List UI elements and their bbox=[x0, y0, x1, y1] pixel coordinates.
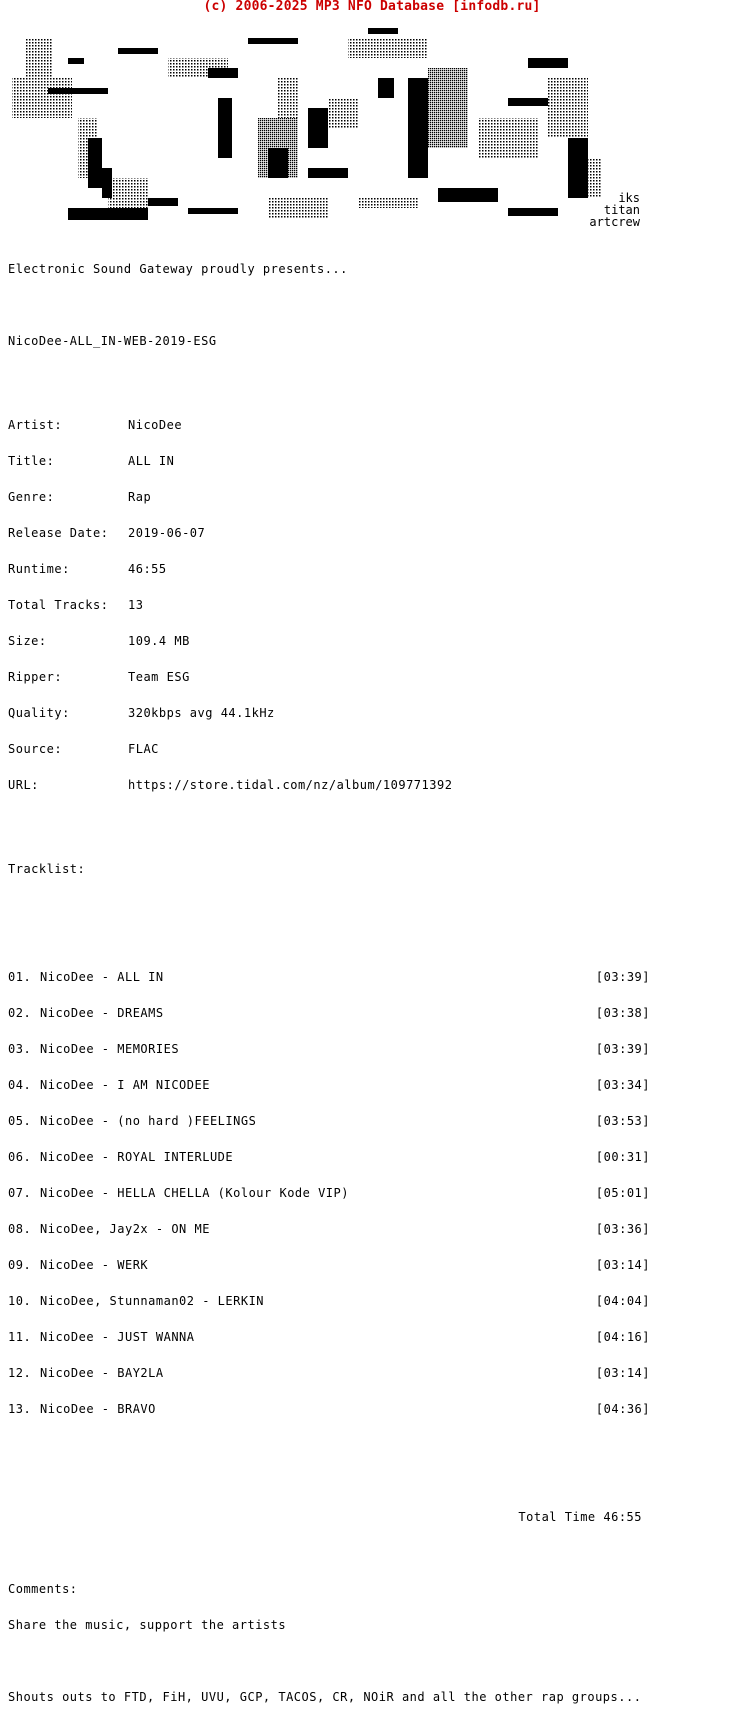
info-row-artist bbox=[8, 419, 650, 431]
track-row bbox=[8, 1115, 650, 1127]
info-row-size bbox=[8, 635, 650, 647]
track-row bbox=[8, 1403, 650, 1415]
comments-heading: Comments: bbox=[8, 1582, 78, 1596]
track-row bbox=[8, 1079, 650, 1091]
info-value: 109.4 MB bbox=[128, 634, 190, 648]
info-row-genre bbox=[8, 491, 650, 503]
info-value: 2019-06-07 bbox=[128, 526, 206, 540]
release-name: NicoDee-ALL_IN-WEB-2019-ESG bbox=[8, 334, 217, 348]
track-duration: [ 04:36 ] bbox=[596, 1403, 650, 1415]
track-number: 11. bbox=[8, 1330, 32, 1344]
tracklist bbox=[8, 947, 650, 1439]
track-number: 03. bbox=[8, 1042, 32, 1056]
track-duration: [ 03:39 ] bbox=[596, 1043, 650, 1055]
track-row bbox=[8, 1331, 650, 1343]
track-row bbox=[8, 1295, 650, 1307]
track-title: NicoDee - WERK bbox=[40, 1258, 149, 1272]
track-title: NicoDee, Jay2x - ON ME bbox=[40, 1222, 210, 1236]
info-row-title bbox=[8, 455, 650, 467]
track-number: 09. bbox=[8, 1258, 32, 1272]
credit-line: iks bbox=[618, 191, 640, 205]
track-duration: [ 03:39 ] bbox=[596, 971, 650, 983]
logo-letter-s bbox=[168, 38, 358, 218]
track-duration: [ 03:36 ] bbox=[596, 1223, 650, 1235]
track-duration: [ 03:34 ] bbox=[596, 1079, 650, 1091]
info-value: FLAC bbox=[128, 742, 159, 756]
info-key: Total Tracks: bbox=[8, 598, 109, 612]
track-row bbox=[8, 1043, 650, 1055]
track-duration: [ 04:04 ] bbox=[596, 1295, 650, 1307]
info-value: Rap bbox=[128, 490, 152, 504]
track-title: NicoDee - JUST WANNA bbox=[40, 1330, 195, 1344]
track-number: 12. bbox=[8, 1366, 32, 1380]
tracklist-heading: Tracklist: bbox=[8, 862, 86, 876]
info-key: Quality: bbox=[8, 706, 70, 720]
copyright-header-link[interactable]: (c) 2006-2025 MP3 NFO Database [infodb.ru] bbox=[203, 0, 541, 14]
info-key: Artist: bbox=[8, 418, 63, 432]
store-url-link[interactable]: https://store.tidal.com/nz/album/109771392 bbox=[128, 778, 453, 792]
total-time: Total Time 46:55 bbox=[518, 1510, 642, 1524]
info-key: Genre: bbox=[8, 490, 55, 504]
logo-letter-g bbox=[348, 28, 602, 216]
track-row bbox=[8, 1367, 650, 1379]
track-row bbox=[8, 1223, 650, 1235]
logo-credits bbox=[589, 192, 640, 228]
info-key: Release Date: bbox=[8, 526, 109, 540]
track-number: 13. bbox=[8, 1402, 32, 1416]
track-title: NicoDee - HELLA CHELLA (Kolour Kode VIP) bbox=[40, 1186, 349, 1200]
track-duration: [ 05:01 ] bbox=[596, 1187, 650, 1199]
info-row-ripper bbox=[8, 671, 650, 683]
track-number: 06. bbox=[8, 1150, 32, 1164]
track-duration: [ 00:31 ] bbox=[596, 1151, 650, 1163]
track-number: 10. bbox=[8, 1294, 32, 1308]
info-key: Source: bbox=[8, 742, 63, 756]
track-number: 01. bbox=[8, 970, 32, 984]
info-key: Title: bbox=[8, 454, 55, 468]
track-title: NicoDee, Stunnaman02 - LERKIN bbox=[40, 1294, 265, 1308]
intro-line: Electronic Sound Gateway proudly presents... bbox=[8, 262, 348, 276]
track-title: NicoDee - BAY2LA bbox=[40, 1366, 164, 1380]
track-row bbox=[8, 971, 650, 983]
track-title: NicoDee - ROYAL INTERLUDE bbox=[40, 1150, 234, 1164]
info-row-quality bbox=[8, 707, 650, 719]
credit-line: artcrew bbox=[589, 215, 640, 229]
info-key: Size: bbox=[8, 634, 47, 648]
track-duration: [ 03:14 ] bbox=[596, 1259, 650, 1271]
track-row bbox=[8, 1007, 650, 1019]
info-row-url bbox=[8, 779, 650, 791]
track-row bbox=[8, 1151, 650, 1163]
track-duration: [ 04:16 ] bbox=[596, 1331, 650, 1343]
track-title: NicoDee - (no hard )FEELINGS bbox=[40, 1114, 257, 1128]
info-value: 320kbps avg 44.1kHz bbox=[128, 706, 275, 720]
track-title: NicoDee - BRAVO bbox=[40, 1402, 156, 1416]
track-row bbox=[8, 1259, 650, 1271]
info-key: Ripper: bbox=[8, 670, 63, 684]
info-row-source bbox=[8, 743, 650, 755]
track-number: 05. bbox=[8, 1114, 32, 1128]
track-number: 02. bbox=[8, 1006, 32, 1020]
esg-ascii-logo bbox=[8, 18, 608, 230]
track-number: 04. bbox=[8, 1078, 32, 1092]
info-value: 13 bbox=[128, 598, 144, 612]
nfo-text-body bbox=[8, 239, 650, 1715]
info-value: ALL IN bbox=[128, 454, 175, 468]
info-value: 46:55 bbox=[128, 562, 167, 576]
track-number: 08. bbox=[8, 1222, 32, 1236]
track-title: NicoDee - I AM NICODEE bbox=[40, 1078, 210, 1092]
credit-line: titan bbox=[603, 203, 640, 217]
comments-text: Share the music, support the artists bbox=[8, 1618, 287, 1632]
track-duration: [ 03:38 ] bbox=[596, 1007, 650, 1019]
info-value: NicoDee bbox=[128, 418, 183, 432]
track-row bbox=[8, 1187, 650, 1199]
info-row-runtime bbox=[8, 563, 650, 575]
info-key: Runtime: bbox=[8, 562, 70, 576]
logo-letter-e bbox=[12, 38, 178, 220]
track-duration: [ 03:53 ] bbox=[596, 1115, 650, 1127]
shoutouts-text: Shouts outs to FTD, FiH, UVU, GCP, TACOS, CR, NOiR and all the other rap groups... bbox=[8, 1690, 642, 1704]
info-row-total-tracks bbox=[8, 599, 650, 611]
info-value: Team ESG bbox=[128, 670, 190, 684]
track-number: 07. bbox=[8, 1186, 32, 1200]
track-title: NicoDee - ALL IN bbox=[40, 970, 164, 984]
info-row-release-date bbox=[8, 527, 650, 539]
info-key: URL: bbox=[8, 778, 39, 792]
track-duration: [ 03:14 ] bbox=[596, 1367, 650, 1379]
track-title: NicoDee - MEMORIES bbox=[40, 1042, 180, 1056]
track-title: NicoDee - DREAMS bbox=[40, 1006, 164, 1020]
